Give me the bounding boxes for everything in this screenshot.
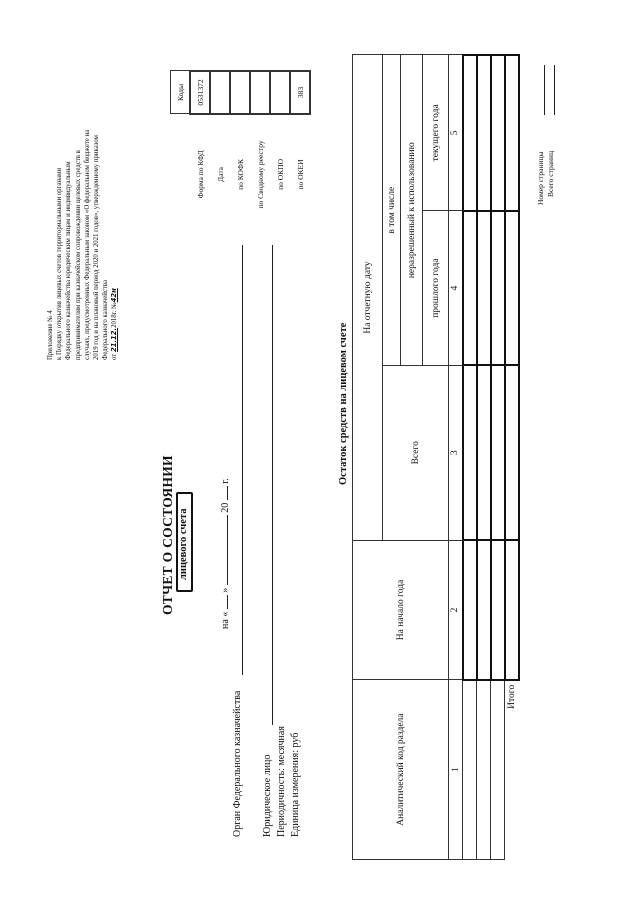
balance-table — [352, 54, 520, 860]
col-num: 5 — [449, 55, 463, 211]
code-value[interactable] — [210, 71, 230, 114]
header-line: случаях, предусмотренных Федеральным законом «О федеральном бюджете на — [83, 129, 91, 360]
code-label: по ОКЕИ — [295, 159, 305, 190]
code-value[interactable]: 0531372 — [190, 71, 210, 114]
code-label: Дата — [215, 166, 225, 182]
page-total-line[interactable] — [554, 65, 555, 115]
col-start-header: На начало года — [353, 540, 449, 680]
day-blank[interactable] — [227, 595, 228, 609]
appendix-header — [46, 130, 120, 360]
header-line: предпринимателям при казначейском сопровождении целевых средств в — [74, 150, 82, 360]
col-incl-header: в том числе — [383, 55, 401, 365]
col-num: 2 — [449, 540, 463, 680]
order-num-prefix: № — [111, 302, 119, 309]
col-code-header: Аналитический код раздела — [353, 680, 449, 860]
header-line: 2019 год и на плановый период 2020 и 2021 годов», утвержденному приказом — [93, 135, 101, 360]
code-value[interactable] — [250, 71, 270, 114]
header-line: Федерального казначейства — [102, 280, 110, 360]
order-prefix: от — [111, 353, 119, 360]
col-unused-header: неразрешенный к использованию — [401, 55, 423, 365]
date-suffix: г. — [220, 478, 231, 484]
code-value[interactable] — [270, 71, 290, 114]
table-caption: Остаток средств на лицевом счете — [338, 322, 349, 485]
col-report-header: На отчетную дату — [353, 55, 383, 540]
code-label: Форма по КФД — [195, 150, 205, 199]
code-label: по КОФК — [235, 159, 245, 190]
header-line: к Порядку открытия лицевых счетов территориальными органами — [56, 168, 64, 360]
date-field — [220, 478, 231, 629]
date-prefix: на « — [220, 611, 231, 629]
organ-label: Орган Федерального казначейства — [232, 690, 243, 837]
col-curr-header: текущего года — [423, 55, 449, 211]
order-date: 21.12. — [110, 327, 119, 353]
organ-line[interactable] — [242, 245, 243, 675]
order-year: 2018г. — [111, 310, 119, 328]
periodicity-label: Периодичность: месячная — [276, 726, 287, 837]
codes-header: Коды — [171, 71, 191, 114]
col-prev-header: прошлого года — [423, 211, 449, 366]
codes-table — [170, 70, 311, 230]
col-num: 4 — [449, 211, 463, 366]
table-row — [491, 55, 505, 860]
report-title: ОТЧЕТ О СОСТОЯНИИ — [160, 455, 175, 615]
code-value[interactable]: 383 — [290, 71, 310, 114]
header-line: Федерального казначейства юридическим лицам и индивидуальным — [65, 161, 73, 360]
page-number-line[interactable] — [544, 65, 545, 115]
code-value[interactable] — [230, 71, 250, 114]
date-mid: » — [220, 587, 231, 593]
code-label: по ОКПО — [275, 159, 285, 190]
month-blank[interactable] — [227, 515, 228, 585]
table-row — [463, 55, 477, 860]
table-row — [477, 55, 491, 860]
header-line: Приложение № 4 — [47, 310, 54, 360]
col-num: 3 — [449, 365, 463, 540]
unit-label: Единица измерения: руб — [290, 732, 301, 837]
order-line — [110, 130, 119, 360]
order-number: 42н — [110, 288, 119, 303]
col-total-header: Всего — [383, 365, 449, 540]
page-number-label: Номер страницы — [536, 151, 545, 205]
itogo-label: Итого — [506, 684, 517, 709]
year-blank[interactable] — [227, 486, 228, 500]
date-year: 20 — [220, 502, 231, 513]
report-subtitle: лицевого счета — [178, 508, 189, 580]
legal-entity-label: Юридическое лицо — [262, 754, 273, 837]
page-total-label: Всего страниц — [546, 150, 555, 197]
itogo-row — [505, 55, 519, 860]
code-label: по Сводному реестру — [255, 140, 265, 209]
col-num: 1 — [449, 680, 463, 860]
legal-entity-line[interactable] — [272, 245, 273, 725]
